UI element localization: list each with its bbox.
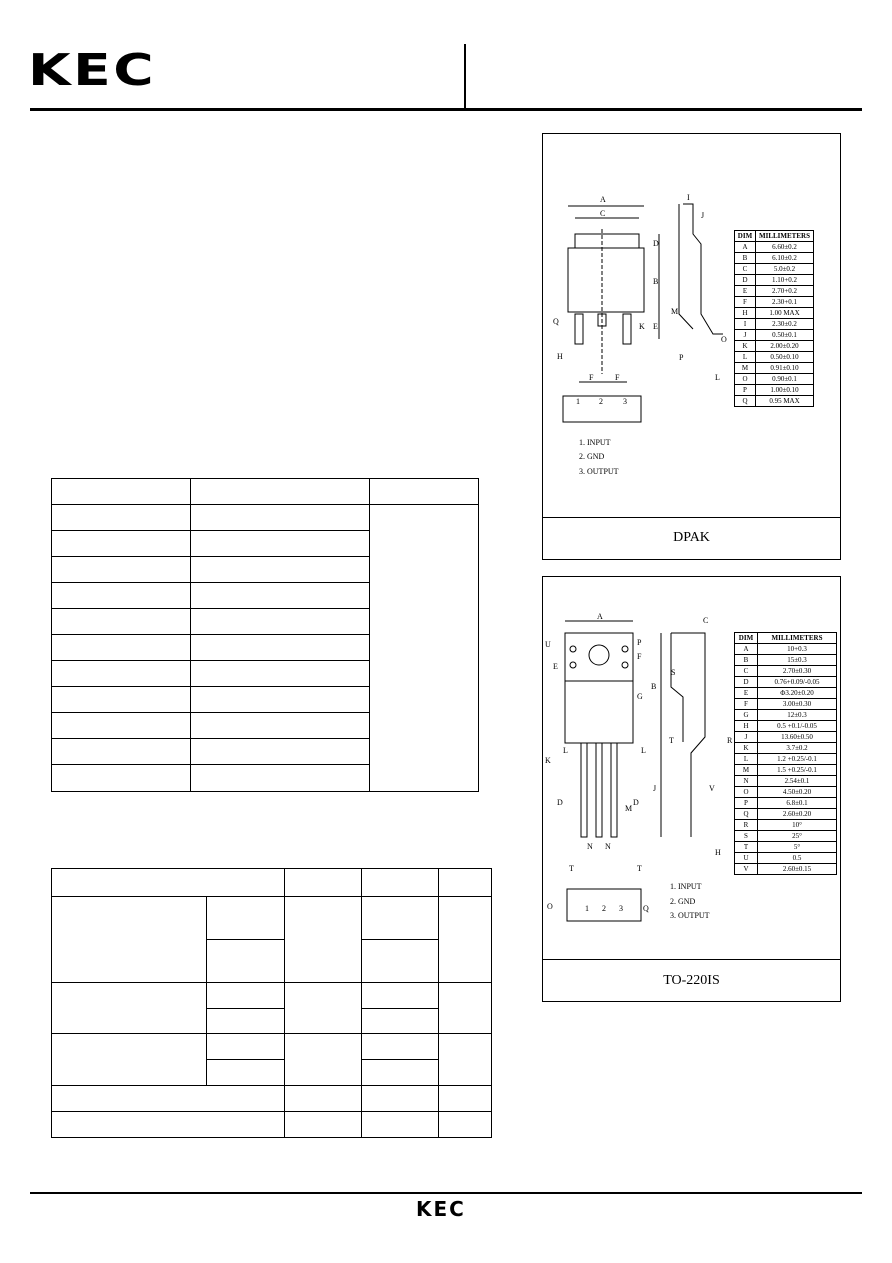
dpak-dimension-table: DIM MILLIMETERS A 6.60±0.2 B 6.10±0.2 C 5.0±0.2 D 1.10+0.2 E 2.70+0.2 F 2.30+0.1 H 1.00 MAX I 2.30±0.2 J 0.50±0.1 K 2.00±0.20 L 0.50±0.10 M 0.91±0.10 O 0.90±0.1 P 1.00±0.10 Q 0.95 MAX — [734, 230, 814, 407]
svg-text:Q: Q — [643, 904, 649, 913]
svg-text:H: H — [557, 352, 563, 361]
dpak-package-box — [542, 133, 841, 560]
svg-text:C: C — [703, 616, 709, 625]
dpak-caption: DPAK — [673, 530, 710, 545]
svg-text:T: T — [569, 864, 574, 873]
to220-pin-2: 2. GND — [670, 897, 696, 906]
svg-text:1: 1 — [576, 397, 580, 406]
svg-text:O: O — [547, 902, 553, 911]
svg-text:L: L — [715, 373, 720, 382]
svg-text:F: F — [615, 373, 620, 382]
header-rule — [30, 108, 862, 111]
svg-text:T: T — [669, 736, 674, 745]
to220-pin-1: 1. INPUT — [670, 882, 702, 891]
svg-text:D: D — [633, 798, 639, 807]
svg-text:J: J — [701, 211, 705, 220]
svg-text:P: P — [637, 638, 642, 647]
svg-text:1: 1 — [585, 904, 589, 913]
svg-text:V: V — [709, 784, 715, 793]
svg-text:T: T — [637, 864, 642, 873]
to220-caption: TO-220IS — [663, 973, 720, 988]
dpak-outline-drawing — [543, 134, 733, 434]
to220-package-box — [542, 576, 841, 1002]
svg-text:K: K — [545, 756, 551, 765]
svg-text:K: K — [639, 322, 645, 331]
to220-pin-3: 3. OUTPUT — [670, 911, 710, 920]
to220-dimension-table: DIM MILLIMETERS A 10+0.3 B 15±0.3 C 2.70±0.30 D 0.76+0.09/-0.05 E Φ3.20±0.20 F 3.00±0.30 G 12±0.3 H 0.5 +0.1/-0.05 J 13.60±0.50 K 3.7±0.2 L 1.2 +0.25/-0.1 M 1.5 +0.25/-0.1 N 2.54±0.1 O 4.50±0.20 P 6.8±0.1 Q 2.60±0.20 R 10° S 25° T 5° U 0.5 V 2.60±0.15 — [734, 632, 837, 875]
svg-text:A: A — [597, 612, 603, 621]
dpak-pin-2: 2. GND — [579, 452, 605, 461]
svg-text:E: E — [553, 662, 558, 671]
svg-text:L: L — [641, 746, 646, 755]
characteristic-table — [51, 868, 492, 1138]
svg-text:C: C — [600, 209, 606, 218]
svg-text:M: M — [671, 307, 679, 316]
svg-text:L: L — [563, 746, 568, 755]
svg-text:R: R — [727, 736, 733, 745]
svg-text:P: P — [679, 353, 684, 362]
svg-text:F: F — [637, 652, 642, 661]
dpak-pin-1: 1. INPUT — [579, 438, 611, 447]
svg-text:3: 3 — [623, 397, 627, 406]
svg-text:2: 2 — [602, 904, 606, 913]
svg-text:I: I — [687, 193, 690, 202]
svg-text:E: E — [653, 322, 658, 331]
dpak-pin-3: 3. OUTPUT — [579, 467, 619, 476]
header-logo: KEC — [28, 45, 157, 96]
svg-text:D: D — [557, 798, 563, 807]
header-divider — [464, 44, 466, 108]
footer-logo: KEC — [416, 1197, 466, 1221]
svg-text:2: 2 — [599, 397, 603, 406]
footer-rule — [30, 1192, 862, 1194]
to220-outline-drawing — [543, 577, 733, 937]
svg-text:S: S — [671, 668, 676, 677]
svg-text:Q: Q — [553, 317, 559, 326]
svg-text:F: F — [589, 373, 594, 382]
svg-text:G: G — [637, 692, 643, 701]
svg-text:B: B — [653, 277, 659, 286]
svg-text:U: U — [545, 640, 551, 649]
svg-text:H: H — [715, 848, 721, 857]
svg-text:M: M — [625, 804, 633, 813]
svg-text:3: 3 — [619, 904, 623, 913]
rating-table — [51, 478, 479, 792]
svg-text:B: B — [651, 682, 657, 691]
svg-text:O: O — [721, 335, 727, 344]
svg-text:D: D — [653, 239, 659, 248]
svg-text:A: A — [600, 195, 606, 204]
svg-text:N: N — [587, 842, 593, 851]
svg-text:J: J — [653, 784, 657, 793]
svg-text:N: N — [605, 842, 611, 851]
